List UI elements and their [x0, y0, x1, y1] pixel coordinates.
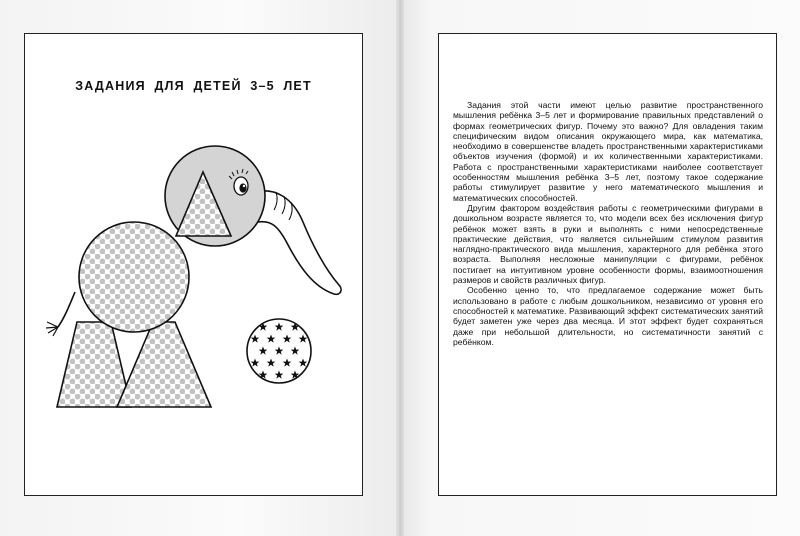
- book-spine: [396, 0, 404, 536]
- tail-tuft: [46, 322, 58, 336]
- right-page: [438, 33, 777, 496]
- trapezoid-leg: [57, 322, 131, 407]
- paragraph: Задания этой части имеют целью развитие пространственного мышления ребёнка 3–5 лет и формирование правильных представлений о формах геометрических фигур. Почему это важно? Для овладения таким специфическим видом описания окружающего мира, как математика, необходимо в совершенстве владеть пространственными характеристиками объектов изучения (формой) и их количественными характеристиками. Работа с пространственными характеристиками наиболее соответствует особенностям мышления ребёнка 3–5 лет, поэтому такое содержание работы стимулирует развитие у него математического мышления и математических способностей.: [453, 100, 763, 203]
- star-patterned-ball: [247, 319, 311, 383]
- tail: [58, 292, 75, 327]
- page-title: ЗАДАНИЯ ДЛЯ ДЕТЕЙ 3–5 ЛЕТ: [75, 79, 312, 93]
- left-page: [24, 33, 363, 496]
- body-text: [453, 100, 763, 347]
- paragraph: Другим фактором воздействия работы с геометрическими фигурами в дошкольном возрасте является то, что модели всех без исключения фигур ребёнок может взять в руки и выполнять с ними непосредственные практические действия, что является сильнейшим стимулом развития наглядно-практического вида мышления, характерного для ребёнка этого возраста. Выполняя несложные манипуляции с фигурами, ребёнок постигает на интуитивном уровне особенности формы, взаимоотношения размеров и свойств различных фигур.: [453, 202, 763, 286]
- circle-body: [79, 222, 189, 332]
- elephant-illustration: [25, 34, 364, 497]
- curved-trunk: [255, 191, 341, 295]
- paragraph: Особенно ценно то, что предлагаемое содержание может быть использовано в работе с любым дошкольником, независимо от уровня его способностей к математике. Развивающий эффект систематических занятий будет заметен уже через два месяца. И этот эффект будет сохраняться даже при небольшой длительности, но систематичности занятий с ребёнком.: [453, 285, 763, 347]
- trapezoid-leg: [117, 322, 211, 407]
